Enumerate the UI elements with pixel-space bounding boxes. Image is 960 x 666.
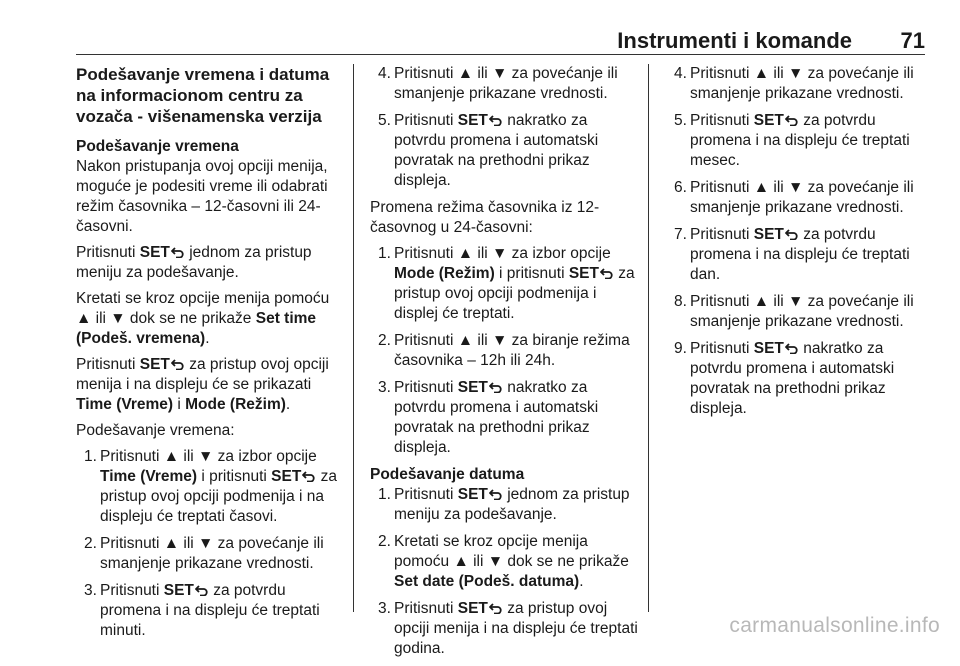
set-key-label: SET [139, 244, 170, 261]
list-item: 5. Pritisnuti SET za potvrdu promena i na displeju će treptati mesec. [674, 112, 910, 169]
return-arrow-icon [489, 603, 503, 614]
header-divider [76, 54, 925, 55]
list-item: 1. Pritisnuti SET jednom za pristup meniju za podešavanje. [378, 486, 630, 523]
list-date-steps-cont [666, 64, 930, 419]
paragraph-navigate: Kretati se kroz opcije menija pomoću ▲ ili ▼ dok se ne prikaže Set time (Podeš. vremena). [76, 290, 330, 347]
return-arrow-icon [785, 229, 799, 240]
return-arrow-icon [489, 489, 503, 500]
list-item: 3. Pritisnuti SET za potvrdu promena i na displeju će treptati minuti. [84, 582, 320, 639]
list-time-steps-cont [370, 64, 638, 191]
column-3 [666, 64, 930, 426]
set-key-label: SET [457, 379, 488, 396]
paragraph-time-setting: Podešavanje vremena: [76, 422, 235, 439]
paragraph-set: Pritisnuti SET jednom za pristup meniju za podešavanje. [76, 244, 312, 281]
list-item: 8. Pritisnuti ▲ ili ▼ za povećanje ili smanjenje prikazane vrednosti. [674, 293, 914, 330]
list-item: 4. Pritisnuti ▲ ili ▼ za povećanje ili smanjenje prikazane vrednosti. [674, 65, 914, 102]
list-item: 2. Pritisnuti ▲ ili ▼ za biranje režima časovnika – 12h ili 24h. [378, 332, 630, 369]
list-item: 2. Kretati se kroz opcije menija pomoću ▲ ili ▼ dok se ne prikaže Set date (Podeš. datuma). [378, 533, 629, 590]
watermark[interactable]: carmanualsonline.info [729, 614, 940, 637]
list-date-steps [370, 485, 638, 659]
set-key-label: SET [139, 356, 170, 373]
set-key-label: SET [457, 486, 488, 503]
return-arrow-icon [785, 343, 799, 354]
list-item: 1. Pritisnuti ▲ ili ▼ za izbor opcije Mode (Režim) i pritisnuti SET za pristup ovoj opciji podmenija i displej će treptati. [378, 245, 635, 322]
return-arrow-icon [171, 359, 185, 370]
list-item: 7. Pritisnuti SET za potvrdu promena i na displeju će treptati dan. [674, 226, 910, 283]
set-key-label: SET [753, 340, 784, 357]
return-arrow-icon [302, 471, 316, 482]
list-item: 3. Pritisnuti SET za pristup ovoj opciji menija i na displeju će treptati godina. [378, 600, 638, 657]
return-arrow-icon [600, 268, 614, 279]
column-divider-2 [648, 64, 649, 612]
list-item: 9. Pritisnuti SET nakratko za potvrdu promena i automatski povratak na prethodni prikaz displeja. [674, 340, 895, 417]
paragraph-access: Pritisnuti SET za pristup ovoj opciji menija i na displeju će se prikazati Time (Vreme) i Mode (Režim). [76, 356, 329, 413]
list-item: 5. Pritisnuti SET nakratko za potvrdu promena i automatski povratak na prethodni prikaz displeja. [378, 112, 599, 189]
set-key-label: SET [753, 112, 784, 129]
list-item: 6. Pritisnuti ▲ ili ▼ za povećanje ili smanjenje prikazane vrednosti. [674, 179, 914, 216]
paragraph-mode-change: Promena režima časovnika iz 12-časovnog u 24-časovni: [370, 199, 600, 236]
return-arrow-icon [489, 382, 503, 393]
set-key-label: SET [568, 265, 599, 282]
page-number: 71 [900, 28, 925, 53]
return-arrow-icon [785, 115, 799, 126]
column-2 [370, 64, 638, 666]
list-item: 1. Pritisnuti ▲ ili ▼ za izbor opcije Time (Vreme) i pritisnuti SET za pristup ovoj opciji podmenija i na displeju će treptati časovi. [84, 448, 338, 525]
set-key-label: SET [457, 112, 488, 129]
subheading-time: Podešavanje vremena [76, 138, 239, 155]
set-key-label: SET [271, 468, 302, 485]
set-key-label: SET [163, 582, 194, 599]
column-1 [76, 64, 344, 648]
return-arrow-icon [195, 585, 209, 596]
set-key-label: SET [753, 226, 784, 243]
list-item: 4. Pritisnuti ▲ ili ▼ za povećanje ili smanjenje prikazane vrednosti. [378, 65, 618, 102]
list-time-steps [76, 447, 344, 641]
page-title: Instrumenti i komande [617, 28, 852, 53]
set-key-label: SET [457, 600, 488, 617]
column-divider-1 [353, 64, 354, 612]
return-arrow-icon [171, 247, 185, 258]
page-header [0, 24, 960, 58]
paragraph-intro: Nakon pristupanja ovoj opciji menija, moguće je podesiti vreme ili odabrati režim časovnika – 12-časovni ili 24-časovni. [76, 158, 328, 235]
list-mode-steps [370, 244, 638, 458]
list-item: 3. Pritisnuti SET nakratko za potvrdu promena i automatski povratak na prethodni prikaz displeja. [378, 379, 599, 456]
subheading-date: Podešavanje datuma [370, 466, 525, 483]
list-item: 2. Pritisnuti ▲ ili ▼ za povećanje ili smanjenje prikazane vrednosti. [84, 535, 324, 572]
return-arrow-icon [489, 115, 503, 126]
section-heading: Podešavanje vremena i datuma na informacionom centru za vozača - višenamenska verzija [76, 65, 330, 126]
